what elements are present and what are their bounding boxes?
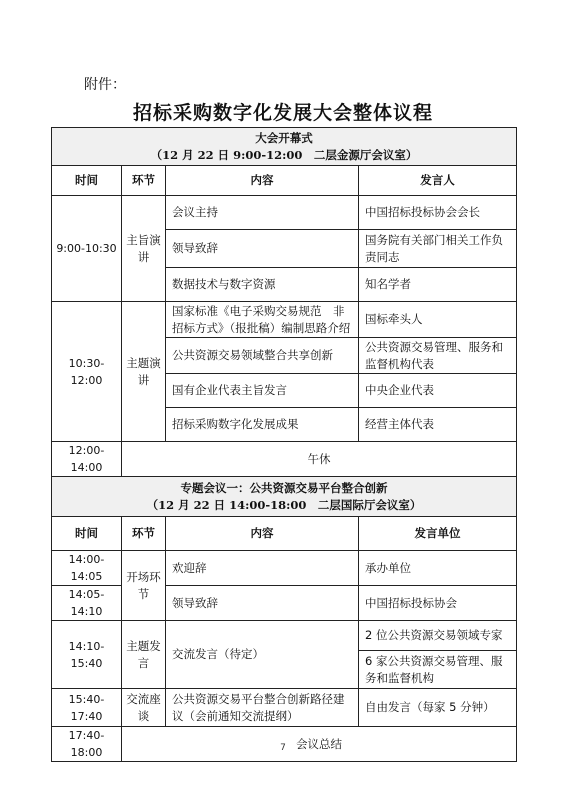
col-header-unit: 发言单位 [359, 517, 517, 551]
document-title: 招标采购数字化发展大会整体议程 [132, 102, 433, 124]
agenda-table [51, 127, 517, 762]
column-header-row [52, 517, 517, 551]
opening-header [52, 128, 517, 166]
content-cell: 会议主持 [166, 196, 359, 230]
col-header-content: 内容 [166, 166, 359, 196]
speaker-cell: 6 家公共资源交易管理、服务和监督机构 [359, 651, 517, 689]
content-cell: 公共资源交易平台整合创新路径建议（会前通知交流提纲） [166, 689, 359, 727]
speaker-cell: 中国招标投标协会 [359, 586, 517, 621]
session-title: 专题会议一：公共资源交易平台整合创新 [180, 480, 388, 495]
opening-title: 大会开幕式 [255, 130, 313, 145]
segment-cell: 主题发言 [122, 621, 166, 689]
time-cell: 9:00-10:30 [52, 196, 122, 302]
table-row [52, 196, 517, 230]
speaker-cell: 国标牵头人 [359, 302, 517, 338]
page-number: 7 [280, 743, 286, 753]
time-cell: 14:10-15:40 [52, 621, 122, 689]
content-cell: 交流发言（待定） [166, 621, 359, 689]
content-cell: 国家标准《电子采购交易规范 非招标方式》（报批稿）编制思路介绍 [166, 302, 359, 338]
table-row [52, 621, 517, 651]
speaker-cell: 知名学者 [359, 268, 517, 302]
speaker-cell: 国务院有关部门相关工作负责同志 [359, 230, 517, 268]
speaker-cell: 公共资源交易管理、服务和监督机构代表 [359, 338, 517, 374]
time-cell: 14:00-14:05 [52, 551, 122, 586]
time-cell: 15:40-17:40 [52, 689, 122, 727]
lunch-row [52, 442, 517, 477]
speaker-cell: 中国招标投标协会会长 [359, 196, 517, 230]
opening-header-row [52, 128, 517, 166]
speaker-cell: 中央企业代表 [359, 374, 517, 408]
speaker-cell: 自由发言（每家 5 分钟） [359, 689, 517, 727]
speaker-cell: 2 位公共资源交易领域专家 [359, 621, 517, 651]
table-row [52, 586, 517, 621]
time-cell: 12:00-14:00 [52, 442, 122, 477]
time-cell: 14:05-14:10 [52, 586, 122, 621]
table-row [52, 302, 517, 338]
content-cell: 招标采购数字化发展成果 [166, 408, 359, 442]
segment-cell: 开场环节 [122, 551, 166, 621]
column-header-row [52, 166, 517, 196]
time-cell: 17:40-18:00 [52, 727, 122, 762]
content-cell: 国有企业代表主旨发言 [166, 374, 359, 408]
content-cell: 公共资源交易领域整合共享创新 [166, 338, 359, 374]
attachment-label: 附件： [84, 77, 126, 93]
session-time-location: （12 月 22 日 14:00-18:00 二层国际厅会议室） [146, 497, 422, 512]
col-header-time: 时间 [52, 166, 122, 196]
content-cell: 数据技术与数字资源 [166, 268, 359, 302]
lunch-cell: 午休 [122, 442, 517, 477]
table-row [52, 551, 517, 586]
opening-time-location: （12 月 22 日 9:00-12:00 二层金源厅会议室） [150, 147, 418, 162]
col-header-time: 时间 [52, 517, 122, 551]
segment-cell: 主旨演讲 [122, 196, 166, 302]
speaker-cell: 经营主体代表 [359, 408, 517, 442]
content-cell: 领导致辞 [166, 230, 359, 268]
session-header [52, 477, 517, 517]
segment-cell: 交流座谈 [122, 689, 166, 727]
time-cell: 10:30-12:00 [52, 302, 122, 442]
speaker-cell: 承办单位 [359, 551, 517, 586]
col-header-speaker: 发言人 [359, 166, 517, 196]
content-cell: 领导致辞 [166, 586, 359, 621]
session-header-row [52, 477, 517, 517]
col-header-segment: 环节 [122, 166, 166, 196]
col-header-content: 内容 [166, 517, 359, 551]
segment-cell: 主题演讲 [122, 302, 166, 442]
summary-cell: 会议总结 [122, 727, 517, 762]
content-cell: 欢迎辞 [166, 551, 359, 586]
table-row [52, 689, 517, 727]
col-header-segment: 环节 [122, 517, 166, 551]
